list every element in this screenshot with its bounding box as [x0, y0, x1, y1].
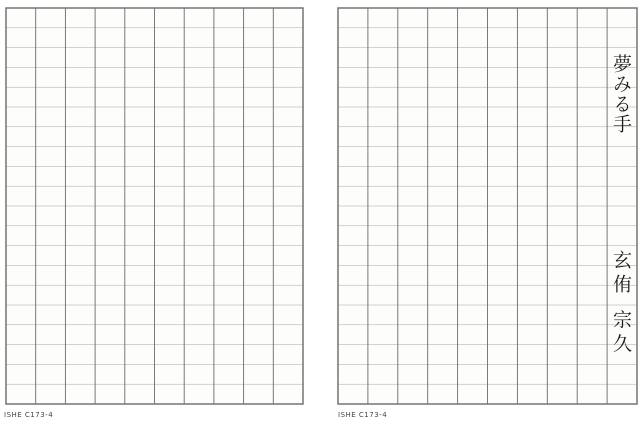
form-code-right: ISHE C173-4 [338, 411, 388, 419]
genkou-grid-left [4, 6, 305, 406]
essay-title: 夢みる手 [610, 54, 632, 134]
manuscript-sheet-left [4, 6, 305, 406]
manuscript-sheet-right [336, 6, 639, 406]
genkou-grid-right [336, 6, 639, 406]
form-code-left: ISHE C173-4 [4, 411, 54, 419]
essay-author: 玄侑 宗久 [610, 250, 632, 358]
